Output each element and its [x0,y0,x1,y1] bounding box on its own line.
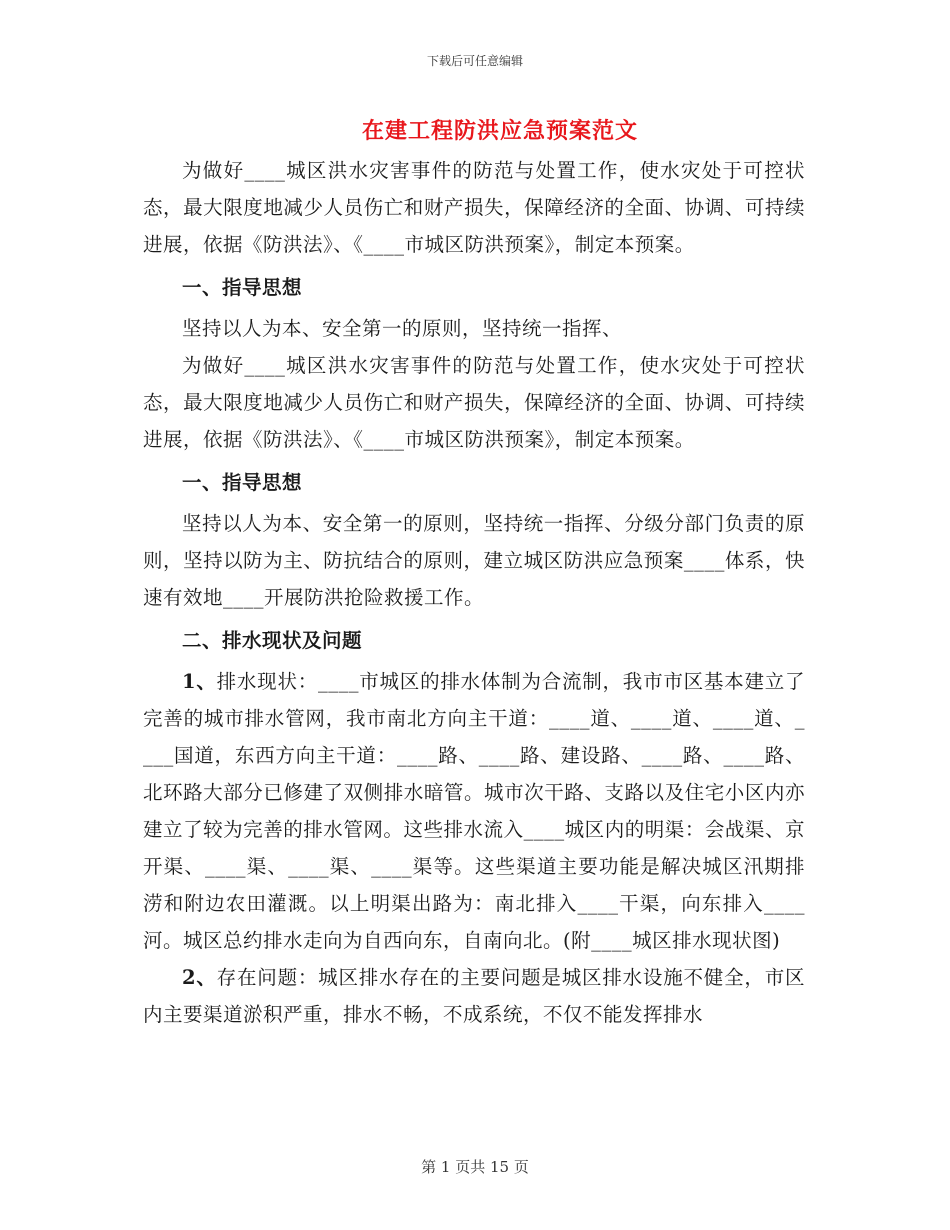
item-number-1: 1、 [182,670,217,693]
problems-text: 存在问题：城区排水存在的主要问题是城区排水设施不健全，市区内主要渠道淤积严重，排水不畅，不成系统，不仅不能发挥排水 [143,966,805,1026]
page-header-note: 下载后可任意编辑 [426,54,523,68]
paragraph-guiding-ideology: 坚持以人为本、安全第一的原则，坚持统一指挥、分级分部门负责的原则，坚持以防为主、防抗结合的原则，建立城区防洪应急预案____体系，快速有效地____开展防洪抢险救援工作。 [143,512,805,609]
paragraph-drainage-status [143,663,805,959]
drainage-status-text: 排水现状：____市城区的排水体制为合流制，我市市区基本建立了完善的城市排水管网，我市南北方向主干道：____道、____道、____道、____国道，东西方向主干道：____路、____路、建设路、____路、____路、北环路大部分已修建了双侧排水暗管。城市次干路、支路以及住宅小区内亦建立了较为完善的排水管网。这些排水流入____城区内的明渠：会战渠、京开渠、____渠、____渠、____渠等。这些渠道主要功能是解决城区汛期排涝和附边农田灌溉。以上明渠出路为：南北排入____干渠，向东排入____河。城区总约排水走向为自西向东，自南向北。(附____城区排水现状图) [143,670,805,952]
paragraph-guiding-ideology-partial: 坚持以人为本、安全第一的原则，坚持统一指挥、 [182,317,623,340]
paragraph-intro: 为做好____城区洪水灾害事件的防范与处置工作，使水灾处于可控状态，最大限度地减少人员伤亡和财产损失，保障经济的全面、协调、可持续进展，依据《防洪法》、《____市城区防洪预案》，制定本预案。 [143,159,805,256]
section-heading-guiding-ideology: 一、指导思想 [182,276,303,299]
paragraph-problems [143,959,805,1033]
section-heading-guiding-ideology-repeat: 一、指导思想 [182,471,303,494]
paragraph-intro-repeat: 为做好____城区洪水灾害事件的防范与处置工作，使水灾处于可控状态，最大限度地减少人员伤亡和财产损失，保障经济的全面、协调、可持续进展，依据《防洪法》、《____市城区防洪预案》，制定本预案。 [143,354,805,451]
item-number-2: 2、 [182,966,217,989]
document-title: 在建工程防洪应急预案范文 [361,118,638,144]
document-body [143,152,805,1033]
section-heading-drainage: 二、排水现状及问题 [182,629,363,652]
page-footer-page-number: 第 1 页共 15 页 [421,1158,529,1176]
